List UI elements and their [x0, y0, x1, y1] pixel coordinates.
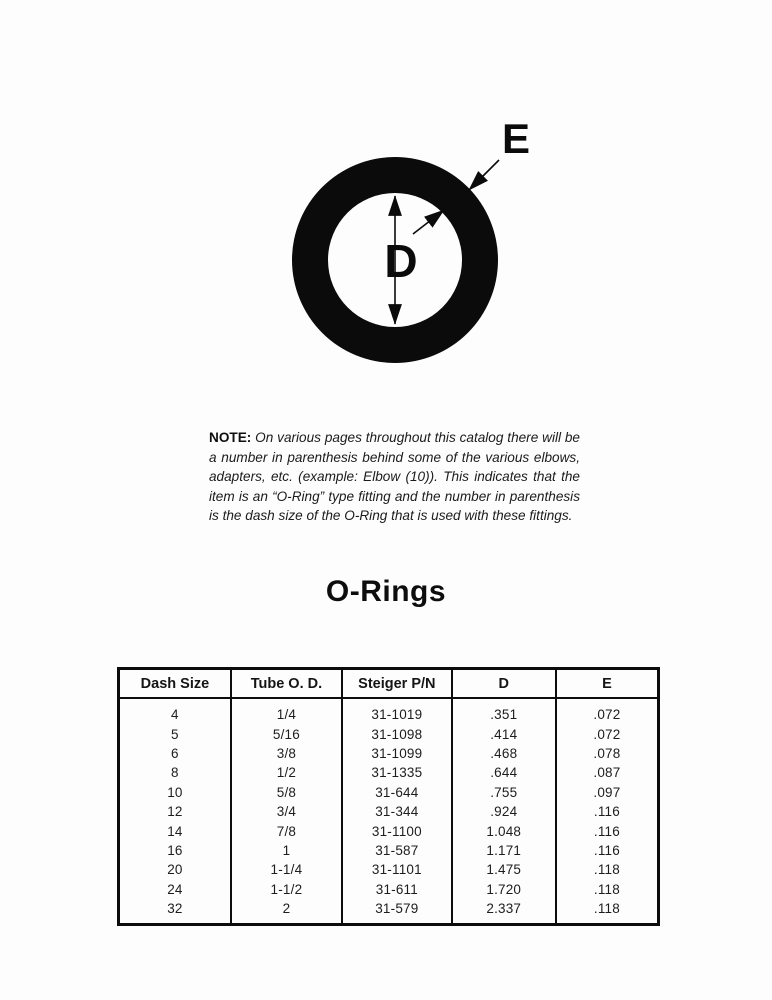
- table-cell: 31-587: [342, 841, 452, 860]
- table-cell: 3/8: [231, 744, 342, 763]
- table-cell: 10: [119, 783, 231, 802]
- table-cell: .118: [556, 860, 659, 879]
- table-row: [119, 899, 659, 918]
- table-cell: 3/4: [231, 802, 342, 821]
- table-cell: 31-611: [342, 880, 452, 899]
- table-cell: 31-579: [342, 899, 452, 918]
- table-cell: 4: [119, 698, 231, 724]
- note-paragraph: [209, 428, 580, 526]
- table-cell: 1: [231, 841, 342, 860]
- column-header: Tube O. D.: [231, 669, 342, 699]
- table-cell: 2.337: [452, 899, 556, 918]
- table-body: [119, 698, 659, 925]
- table-spacer-cell: [556, 918, 659, 924]
- table-cell: 14: [119, 821, 231, 840]
- table-cell: .087: [556, 763, 659, 782]
- table-row: [119, 860, 659, 879]
- table-row: [119, 821, 659, 840]
- column-header: E: [556, 669, 659, 699]
- table-cell: 31-344: [342, 802, 452, 821]
- table-cell: .755: [452, 783, 556, 802]
- table-cell: 24: [119, 880, 231, 899]
- table-spacer-cell: [231, 918, 342, 924]
- table-cell: 31-1335: [342, 763, 452, 782]
- table-cell: 6: [119, 744, 231, 763]
- table-cell: 5/8: [231, 783, 342, 802]
- column-header: Steiger P/N: [342, 669, 452, 699]
- table-cell: .351: [452, 698, 556, 724]
- table-spacer-cell: [452, 918, 556, 924]
- note-text: On various pages throughout this catalog there will be a number in parenthesis behind some of the various elbows, adapters, etc. (example: Elbow (10)). This indicates that the item is an “O-Ring” type fitting and the number in parenthesis is the dash size of the O-Ring that is used with these fittings.: [209, 430, 580, 523]
- note-label: NOTE:: [209, 430, 252, 445]
- table-cell: 5/16: [231, 724, 342, 743]
- table-cell: .116: [556, 841, 659, 860]
- table-row: [119, 802, 659, 821]
- table-cell: 31-1101: [342, 860, 452, 879]
- table-cell: 1/4: [231, 698, 342, 724]
- table-cell: .072: [556, 724, 659, 743]
- table-cell: 12: [119, 802, 231, 821]
- table-row: [119, 783, 659, 802]
- o-ring-diagram: [200, 95, 580, 390]
- table-cell: 2: [231, 899, 342, 918]
- table-row: [119, 880, 659, 899]
- table-cell: 1-1/4: [231, 860, 342, 879]
- table-cell: 1.475: [452, 860, 556, 879]
- table-cell: 31-1019: [342, 698, 452, 724]
- table-cell: .118: [556, 899, 659, 918]
- table-cell: 8: [119, 763, 231, 782]
- table-spacer-cell: [119, 918, 231, 924]
- table-row: [119, 698, 659, 724]
- table-cell: .644: [452, 763, 556, 782]
- table-cell: .414: [452, 724, 556, 743]
- e-label: E: [502, 115, 531, 162]
- e-leader-arrow-outer: [469, 160, 499, 190]
- table-cell: 16: [119, 841, 231, 860]
- table-cell: 20: [119, 860, 231, 879]
- table-cell: 1.171: [452, 841, 556, 860]
- table-cell: .097: [556, 783, 659, 802]
- table-cell: 1-1/2: [231, 880, 342, 899]
- table-cell: .118: [556, 880, 659, 899]
- table-cell: 7/8: [231, 821, 342, 840]
- column-header: D: [452, 669, 556, 699]
- table-cell: 31-1100: [342, 821, 452, 840]
- orings-table: [117, 667, 660, 926]
- table-spacer-cell: [342, 918, 452, 924]
- table-cell: 1.048: [452, 821, 556, 840]
- table-header: [119, 669, 659, 699]
- table-row: [119, 841, 659, 860]
- d-label: D: [384, 235, 418, 287]
- table-cell: .924: [452, 802, 556, 821]
- table-header-row: [119, 669, 659, 699]
- table-cell: 32: [119, 899, 231, 918]
- table-cell: .116: [556, 821, 659, 840]
- table-cell: .468: [452, 744, 556, 763]
- table-row: [119, 744, 659, 763]
- table-cell: 1/2: [231, 763, 342, 782]
- table-row: [119, 724, 659, 743]
- table-cell: 31-1099: [342, 744, 452, 763]
- table-cell: 1.720: [452, 880, 556, 899]
- table-cell: .072: [556, 698, 659, 724]
- table-spacer-row: [119, 918, 659, 924]
- page-title: O-Rings: [325, 575, 447, 608]
- table-cell: 31-644: [342, 783, 452, 802]
- column-header: Dash Size: [119, 669, 231, 699]
- table-cell: .078: [556, 744, 659, 763]
- table-cell: 31-1098: [342, 724, 452, 743]
- table-row: [119, 763, 659, 782]
- table-cell: .116: [556, 802, 659, 821]
- table-cell: 5: [119, 724, 231, 743]
